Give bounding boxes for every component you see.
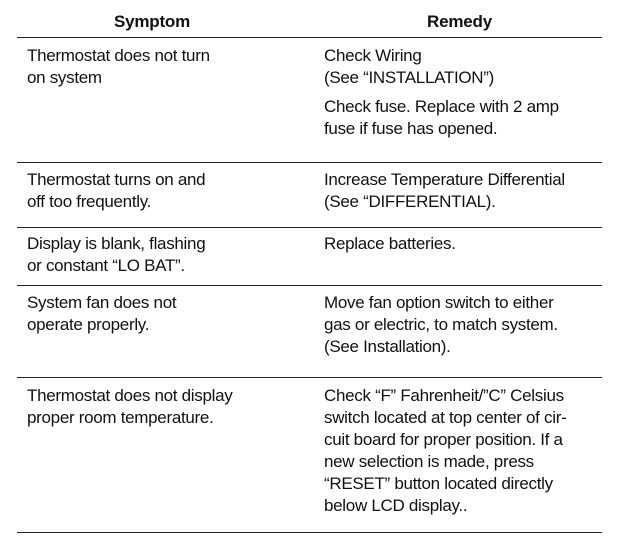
table-row bbox=[17, 378, 602, 533]
remedy-cell: Increase Temperature Differential (See “DIFFERENTIAL). bbox=[324, 170, 565, 211]
remedy-cell: Check Wiring (See “INSTALLATION”) bbox=[324, 46, 495, 87]
remedy-cell-secondary: Check fuse. Replace with 2 amp fuse if fuse has opened. bbox=[324, 97, 559, 138]
table-row bbox=[17, 228, 602, 286]
symptom-cell: Thermostat does not turn on system bbox=[27, 46, 210, 87]
remedy-cell: Move fan option switch to either gas or electric, to match system. (See Installation). bbox=[324, 293, 558, 356]
table-row bbox=[17, 163, 602, 228]
troubleshooting-table bbox=[17, 7, 602, 533]
symptom-cell: Display is blank, flashing or constant “LO BAT”. bbox=[27, 234, 206, 275]
symptom-cell: Thermostat does not display proper room temperature. bbox=[27, 386, 233, 427]
symptom-header: Symptom bbox=[113, 12, 191, 31]
symptom-cell: System fan does not operate properly. bbox=[27, 293, 177, 334]
remedy-cell: Replace batteries. bbox=[324, 234, 456, 253]
symptom-cell: Thermostat turns on and off too frequently. bbox=[27, 170, 206, 211]
table-header bbox=[17, 7, 602, 38]
table-row bbox=[17, 286, 602, 378]
remedy-header: Remedy bbox=[427, 12, 492, 31]
remedy-cell: Check “F” Fahrenheit/”C” Celsius switch located at top center of cir- cuit board for proper position. If a new selection is made, press “RESET” button located directly below LCD display.. bbox=[324, 386, 567, 515]
table-row bbox=[17, 38, 602, 163]
